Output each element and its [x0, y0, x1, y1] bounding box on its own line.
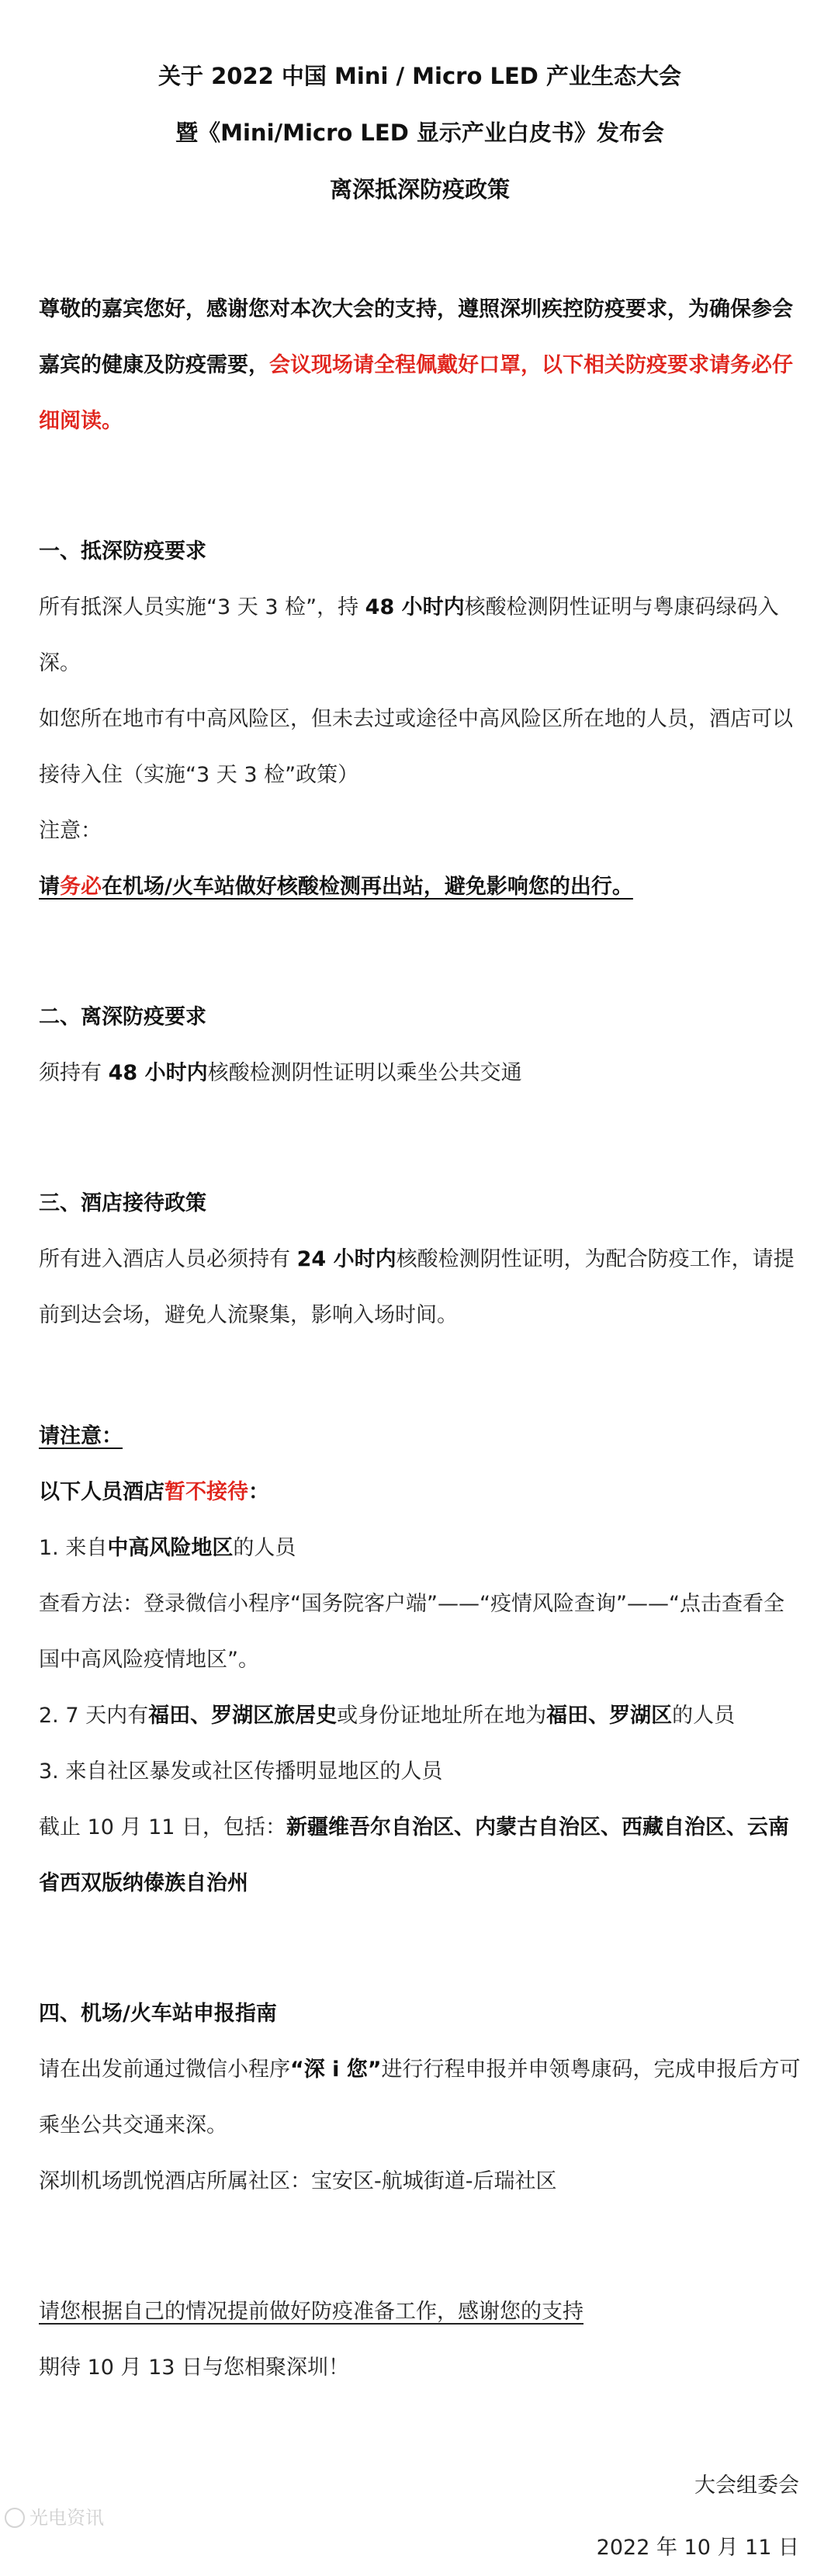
hotel-refusal-text-b: ：: [248, 1480, 269, 1504]
section4-p1-text-b: 进行行程申报并申领粤康码，完成申报后方可乘坐公共交通来深。: [39, 2058, 801, 2137]
section4-miniprogram-name: “深 i 您”: [290, 2058, 382, 2082]
item2-text-a: 2. 7 天内有: [39, 1704, 149, 1728]
title-block: [39, 0, 801, 218]
section2-p1-text-b: 核酸检测阴性证明以乘坐公共交通: [207, 1061, 522, 1085]
watermark-text: 光电资讯: [29, 2507, 104, 2529]
watermark: [5, 2506, 104, 2529]
section1-paragraph-2: 如您所在地市有中高风险区，但未去过或途径中高风险区所在地的人员，酒店可以接待入住（实施“3 天 3 检”政策）: [39, 707, 793, 787]
section1-p1-text-a: 所有抵深人员实施“3 天 3 检”，持: [39, 595, 365, 619]
deadline-paragraph: [39, 1800, 801, 1912]
section1-p1-text-b: 核酸检测阴性证明与粤康码绿码入深。: [39, 595, 779, 675]
attention-label: [39, 1409, 801, 1465]
attention-item-2: [39, 1688, 801, 1744]
intro-paragraph: [39, 282, 801, 449]
item2-text-b: 或身份证地址所在地为: [337, 1704, 547, 1728]
hotel-refusal-text-a: 以下人员酒店: [39, 1480, 164, 1504]
title-line-3: 离深抵深防疫政策: [329, 176, 510, 203]
section4-p1-text-a: 请在出发前通过微信小程序: [39, 2058, 290, 2082]
deadline-text: 截止 10 月 11 日，包括：: [39, 1815, 287, 1839]
signature: 大会组委会: [694, 2474, 799, 2498]
section1-note: [39, 859, 801, 915]
section2-p1-text-a: 须持有: [39, 1061, 109, 1085]
section4-paragraph-1: [39, 2042, 801, 2154]
deadline-regions: 新疆维吾尔自治区、内蒙古自治区、西藏自治区、云南省西双版纳傣族自治州: [39, 1815, 790, 1895]
intro-mask-warning: 会议现场请全程佩戴好口罩，以下相关防疫要求请务必仔细阅读。: [39, 353, 793, 433]
section1-note-a: 请: [39, 875, 60, 899]
section2-p1-highlight: 48 小时内: [108, 1061, 208, 1085]
section3-heading: 三、酒店接待政策: [39, 1191, 206, 1215]
section3-p1-text-a: 所有进入酒店人员必须持有: [39, 1247, 297, 1271]
check-method: 查看方法：登录微信小程序“国务院客户端”——“疫情风险查询”——“点击查看全国中高风险疫情地区”。: [39, 1592, 784, 1672]
section1-p1-highlight: 48 小时内: [365, 595, 465, 619]
closing-reminder-text: 请您根据自己的情况提前做好防疫准备工作，感谢您的支持: [39, 2300, 583, 2324]
section1-note-b: 在机场/火车站做好核酸检测再出站，避免影响您的出行。: [102, 875, 633, 899]
section1-note-highlight: 务必: [60, 875, 102, 899]
section3-paragraph: [39, 1232, 801, 1343]
section4-heading: 四、机场/火车站申报指南: [39, 2002, 277, 2026]
closing-reminder: [39, 2284, 801, 2340]
item1-text-a: 1. 来自: [39, 1536, 108, 1560]
attention-item-3: 3. 来自社区暴发或社区传播明显地区的人员: [39, 1760, 443, 1784]
item1-bold: 中高风险地区: [107, 1536, 234, 1560]
section4-paragraph-2: 深圳机场凯悦酒店所属社区：宝安区-航城街道-后瑞社区: [39, 2169, 557, 2193]
item1-text-b: 的人员: [233, 1536, 296, 1560]
intro-text: 尊敬的嘉宾您好，感谢您对本次大会的支持，遵照深圳疾控防疫要求，为确保参会嘉宾的健康及防疫需要，: [39, 297, 793, 377]
item2-bold-2: 福田、罗湖区: [546, 1704, 673, 1728]
closing-expect: 期待 10 月 13 日与您相聚深圳！: [39, 2356, 350, 2380]
section1-heading: 一、抵深防疫要求: [39, 539, 206, 563]
section1-note-label: 注意：: [39, 819, 102, 843]
hotel-refusal-highlight: 暂不接待: [164, 1480, 248, 1504]
section3-p1-highlight: 24 小时内: [296, 1247, 396, 1271]
watermark-logo-icon: [5, 2508, 25, 2528]
section1-paragraph-1: [39, 580, 801, 692]
signature-date: 2022 年 10 月 11 日: [596, 2536, 799, 2560]
attention-label-text: 请注意：: [39, 1424, 123, 1448]
item2-text-c: 的人员: [672, 1704, 736, 1728]
item2-bold-1: 福田、罗湖区旅居史: [148, 1704, 338, 1728]
hotel-refusal-heading: [39, 1465, 801, 1520]
attention-item-1: [39, 1520, 801, 1576]
title-line-1: 关于 2022 中国 Mini / Micro LED 产业生态大会: [158, 63, 681, 89]
section3-p1-text-b: 核酸检测阴性证明，为配合防疫工作，请提前到达会场，避免人流聚集，影响入场时间。: [39, 1247, 795, 1327]
section2-heading: 二、离深防疫要求: [39, 1005, 206, 1029]
section2-paragraph: [39, 1045, 801, 1101]
title-line-2: 暨《Mini/Micro LED 显示产业白皮书》发布会: [175, 120, 664, 146]
